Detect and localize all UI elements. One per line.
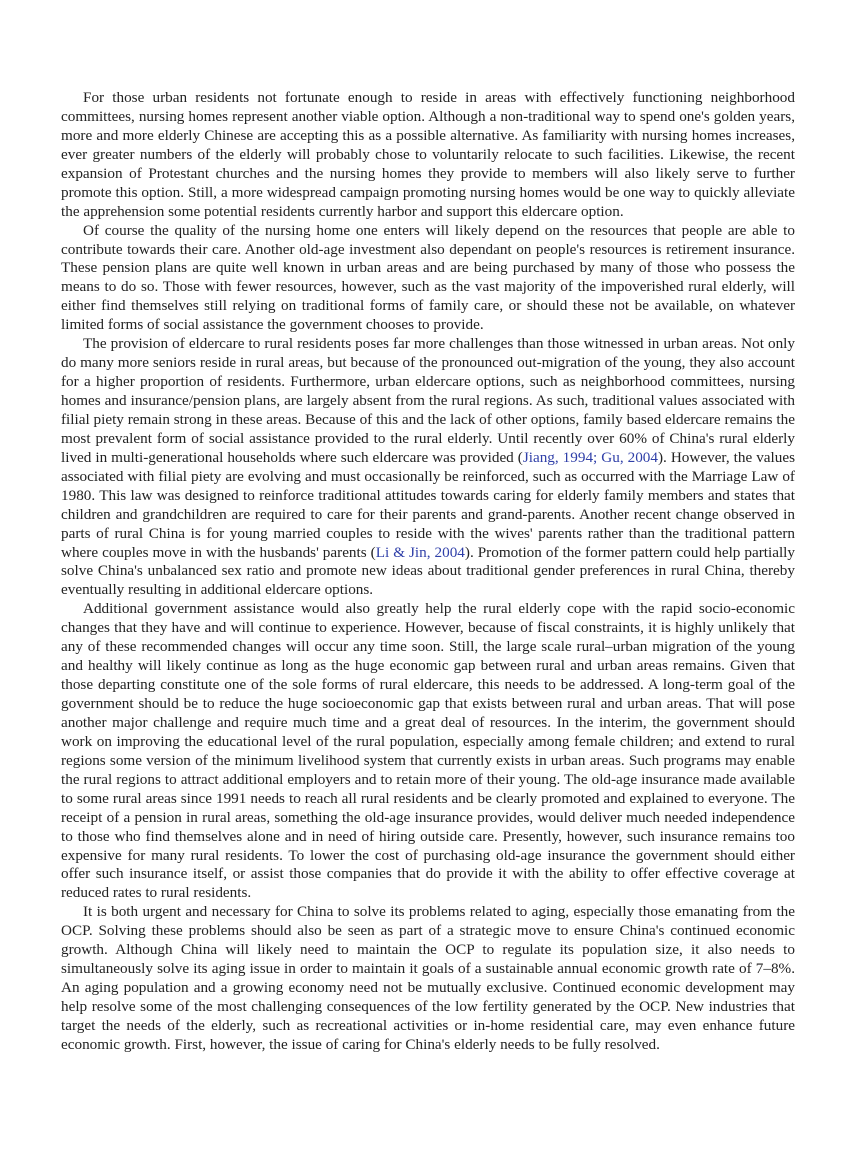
paragraph-text: ). Promotion of the former pattern could help partially solve China's unbalanced sex ratio and promote new ideas about traditional gender preferences in rural China, thereby eventually resulting in additional eldercare options.	[61, 543, 795, 599]
document-body	[61, 89, 795, 1055]
paragraph-text: For those urban residents not fortunate enough to reside in areas with effectively functioning neighborhood committees, nursing homes represent another viable option. Although a non-traditional way to spend one's golden years, more and more elderly Chinese are accepting this as a possible alternative. As familiarity with nursing homes increases, ever greater numbers of the elderly will probably chose to voluntarily relocate to such facilities. Likewise, the recent expansion of Protestant churches and the nursing homes they provide to members will also likely serve to further promote this option. Still, a more widespread campaign promoting nursing homes would be one way to quickly alleviate the apprehension some potential residents currently harbor and support this eldercare option.	[61, 89, 795, 220]
paragraph-conclusion	[61, 903, 795, 1055]
paragraph-text: Of course the quality of the nursing home one enters will likely depend on the resources that people are able to contribute towards their care. Another old-age investment also dependant on people's resources is retirement insurance. These pension plans are quite well known in urban areas and are being purchased by many of those who possess the means to do so. Those with fewer resources, however, such as the vast majority of the impoverished rural elderly, will either find themselves still relying on traditional forms of family care, or should these not be available, on whatever limited forms of social assistance the government chooses to provide.	[61, 221, 795, 334]
paragraph-text: Additional government assistance would also greatly help the rural elderly cope with the rapid socio-economic changes that they have and will continue to experience. However, because of fiscal constraints, it is highly unlikely that any of these recommended changes will occur any time soon. Still, the large scale rural–urban migration of the young and healthy will likely continue as long as the huge economic gap between rural and urban areas remains. Given that those departing constitute one of the sole forms of rural eldercare, this needs to be addressed. A long-term goal of the government should be to reduce the huge socioeconomic gap that exists between rural and urban areas. That will pose another major challenge and require much time and a great deal of resources. In the interim, the government should work on improving the educational level of the rural population, especially among female children; and extend to rural regions some version of the minimum livelihood system that currently exists in urban areas. Such programs may enable the rural regions to attract additional employers and to retain more of their young. The old-age insurance made available to some rural areas since 1991 needs to reach all rural residents and be clearly promoted and explained to everyone. The receipt of a pension in rural areas, something the old-age insurance provides, would deliver much needed independence to those who find themselves alone and in need of hiring outside care. Presently, however, such insurance remains too expensive for many rural residents. To lower the cost of purchasing old-age insurance the government should either offer such insurance itself, or assist those companies that do provide it with the ability to offer effective coverage at reduced rates to rural residents.	[61, 600, 795, 902]
paragraph-nursing-homes	[61, 89, 795, 222]
paragraph-retirement-insurance	[61, 222, 795, 336]
citation-link-li-jin[interactable]: Li & Jin, 2004	[375, 543, 465, 561]
paragraph-text: The provision of eldercare to rural residents poses far more challenges than those witnessed in urban areas. Not only do many more seniors reside in rural areas, but because of the pronounced out-migration of the young, they also account for a higher proportion of residents. Furthermore, urban eldercare options, such as neighborhood committees, nursing homes and insurance/pension plans, are largely absent from the rural regions. As such, traditional values associated with filial piety remain strong in these areas. Because of this and the lack of other options, family based eldercare remains the most prevalent form of social assistance provided to the rural elderly. Until recently over 60% of China's rural elderly lived in multi-generational households where such eldercare was provided (	[61, 335, 795, 466]
paragraph-rural-eldercare	[61, 335, 795, 600]
paragraph-text: ). However, the values associated with filial piety are evolving and must occasionally be reinforced, such as occurred with the Marriage Law of 1980. This law was designed to reinforce traditional attitudes towards caring for elderly family members and states that children and grandchildren are required to care for their parents and grand-parents. Another recent change observed in parts of rural China is for young married couples to reside with the wives' parents rather than the traditional pattern where couples move in with the husbands' parents (	[61, 448, 796, 561]
paragraph-government-assistance	[61, 600, 795, 903]
citation-link-jiang-gu[interactable]: Jiang, 1994; Gu, 2004	[522, 448, 658, 466]
paragraph-text: It is both urgent and necessary for China to solve its problems related to aging, especially those emanating from the OCP. Solving these problems should also be seen as part of a strategic move to ensure China's continued economic growth. Although China will likely need to maintain the OCP to regulate its population size, it also needs to simultaneously solve its aging issue in order to maintain it goals of a sustainable annual economic growth rate of 7–8%. An aging population and a growing economy need not be mutually exclusive. Continued economic development may help resolve some of the most challenging consequences of the low fertility generated by the OCP. New industries that target the needs of the elderly, such as recreational activities or in-home residential care, may even enhance future economic growth. First, however, the issue of caring for China's elderly needs to be fully resolved.	[61, 903, 795, 1053]
